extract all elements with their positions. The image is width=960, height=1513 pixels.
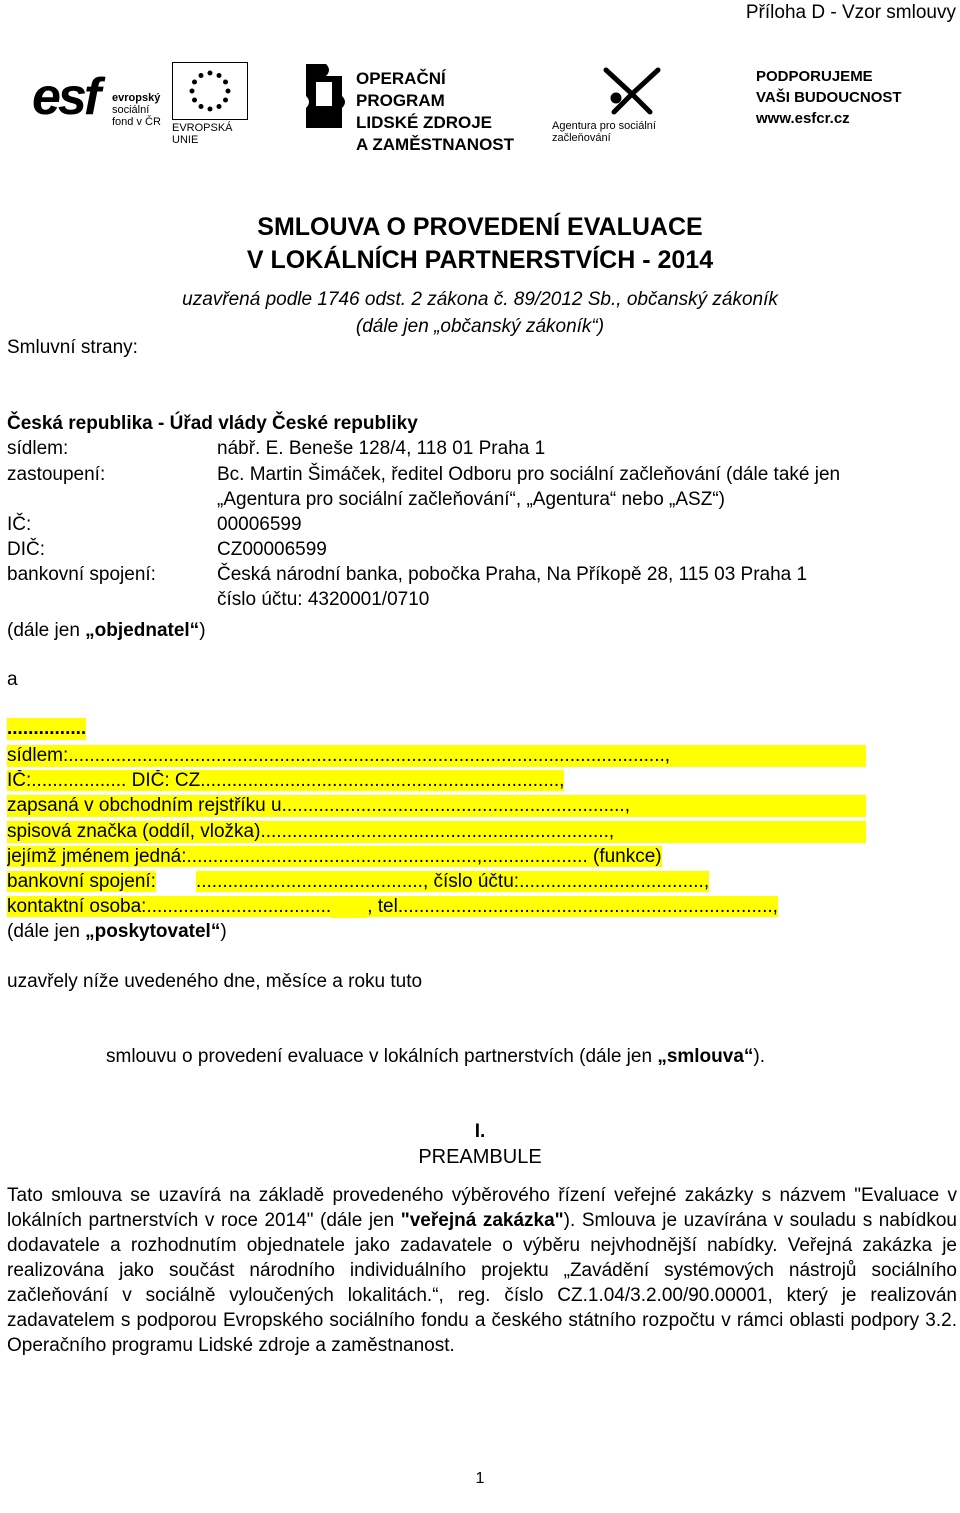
esf-text-3: fond v ČR	[112, 116, 161, 128]
and-word: a	[7, 669, 18, 690]
client-rep-1: Bc. Martin Šimáček, ředitel Odboru pro sociální začleňování (dále také jen	[217, 464, 841, 485]
op-line-1: OPERAČNÍ PROGRAM	[356, 69, 446, 110]
preamble-paragraph: Tato smlouva se uzavírá na základě provedeného výběrového řízení veřejné zakázky s názvem "Evaluace v lokálních partnerstvích v roce 2014" (dále jen "veřejná zakázka"). Smlouva je uzavírána v souladu s nabídkou dodavatele a rozhodnutím objednatele jako zadavatele o výběru nejvhodnější nabídky. Veřejná zakázka je realizována jako součást národního individuálního projektu „Zavádění systémových nástrojů sociálního začleňování v sociálně vyloučených lokalitách.“, reg. číslo CZ.1.04/3.2.00/90.00001, který je realizován zadavatelem s podporou Evropského sociálního fondu a českého státního rozpočtu v rámci oblasti podpory 3.2. Operačního programu Lidské zdroje a zaměstnanost.	[7, 1185, 957, 1356]
page-number: 1	[475, 1470, 485, 1487]
provider-ic-dic[interactable]: IČ:.................. DIČ: CZ....................................................................,	[7, 770, 565, 791]
client-ic: 00006599	[217, 514, 302, 535]
logo-esf	[32, 62, 248, 146]
provider-register[interactable]: zapsaná v obchodním rejstříku u.................................................................,	[7, 795, 866, 817]
concluded-text: uzavřely níže uvedeného dne, měsíce a roku tuto	[7, 971, 423, 992]
section-title: PREAMBULE	[418, 1146, 542, 1168]
eu-text: EVROPSKÁ UNIE	[172, 122, 233, 146]
client-rep-2: „Agentura pro sociální začleňování“, „Agentura“ nebo „ASZ“)	[217, 489, 725, 510]
provider-contact[interactable]: kontaktní osoba:................................... , tel.......................................................................,	[7, 896, 778, 917]
agency-icon	[592, 64, 672, 116]
provider-bank[interactable]: bankovní spojení: ..........................................., číslo účtu:...................................,	[7, 871, 710, 892]
puzzle-icon	[302, 62, 350, 132]
support-url: www.esfcr.cz	[756, 110, 850, 127]
logo-support	[756, 66, 936, 129]
parties-label: Smluvní strany:	[7, 337, 138, 358]
client-name: Česká republika - Úřad vlády České republiky	[7, 413, 418, 434]
contract-line: smlouvu o provedení evaluace v lokálních partnerstvích (dále jen „smlouva“).	[106, 1046, 766, 1067]
client-ic-label: IČ:	[7, 514, 32, 535]
contract-subtitle-1: uzavřená podle 1746 odst. 2 zákona č. 89/2012 Sb., občanský zákoník	[182, 289, 778, 310]
client-bank-1: Česká národní banka, pobočka Praha, Na Příkopě 28, 115 03 Praha 1	[217, 564, 808, 585]
esf-mark: esf	[32, 68, 99, 126]
client-seat-label: sídlem:	[7, 438, 69, 459]
esf-text-1: evropský	[112, 92, 161, 104]
provider-seat[interactable]: sídlem:.................................................................................................................,	[7, 745, 866, 767]
support-line-1: PODPORUJEME	[756, 68, 873, 85]
section-number: I.	[474, 1121, 486, 1142]
client-alias: (dále jen „objednatel“)	[7, 620, 206, 641]
provider-name[interactable]: ...............	[7, 718, 87, 739]
client-dic: CZ00006599	[217, 539, 327, 560]
contract-subtitle-2: (dále jen „občanský zákoník“)	[355, 316, 605, 337]
client-bank-2: číslo účtu: 4320001/0710	[217, 589, 430, 610]
eu-stars-icon	[173, 63, 247, 119]
provider-acting[interactable]: jejímž jménem jedná:.......................................................,.................... (funkce)	[7, 846, 662, 867]
client-seat: nábř. E. Beneše 128/4, 118 01 Praha 1	[217, 438, 546, 459]
contract-title-2: V LOKÁLNÍCH PARTNERSTVÍCH - 2014	[246, 246, 714, 274]
support-line-2: VAŠI BUDOUCNOST	[756, 89, 902, 106]
op-line-3: A ZAMĚSTNANOST	[356, 135, 515, 154]
op-line-2: LIDSKÉ ZDROJE	[356, 113, 493, 132]
eu-flag	[172, 62, 248, 120]
client-dic-label: DIČ:	[7, 539, 45, 560]
provider-alias: (dále jen „poskytovatel“)	[7, 921, 227, 942]
provider-file-mark[interactable]: spisová značka (oddíl, vložka)..................................................................,	[7, 821, 866, 843]
client-bank-label: bankovní spojení:	[7, 564, 156, 585]
agency-text: Agentura pro sociální začleňování	[552, 120, 656, 144]
logo-op	[302, 62, 532, 154]
logo-agency	[552, 62, 712, 144]
client-rep-label: zastoupení:	[7, 464, 106, 485]
attachment-note: Příloha D - Vzor smlouvy	[745, 2, 956, 23]
esf-text-2: sociální	[112, 104, 150, 116]
contract-title-1: SMLOUVA O PROVEDENÍ EVALUACE	[257, 213, 703, 241]
